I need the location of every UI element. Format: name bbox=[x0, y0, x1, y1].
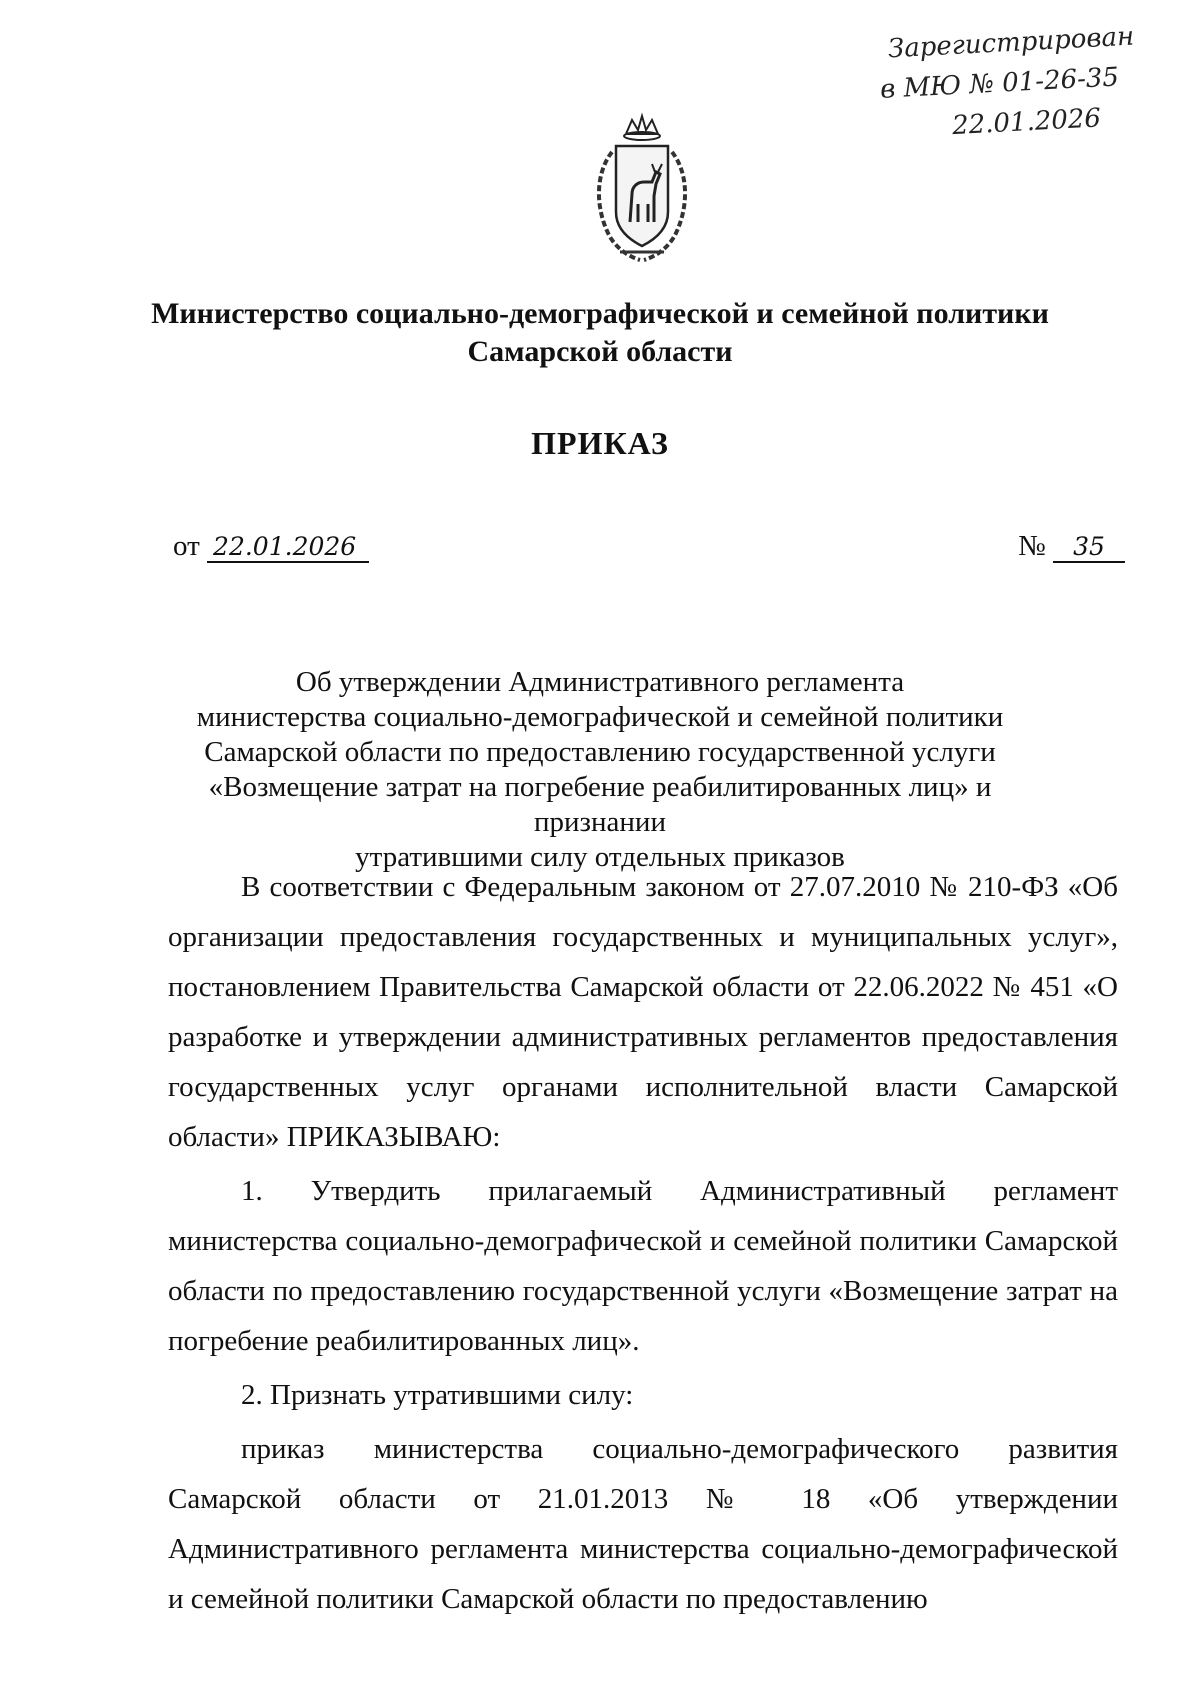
ministry-name-line: Самарской области bbox=[467, 335, 733, 368]
order-subject bbox=[140, 665, 1060, 875]
subject-line: Самарской области по предоставлению государственной услуги bbox=[204, 736, 996, 768]
date-value: 22.01.2026 bbox=[207, 532, 369, 563]
order-item-2: 2. Признать утратившими силу: bbox=[241, 1379, 634, 1411]
handwritten-note-line: 22.01.2026 bbox=[951, 103, 1102, 142]
number-value: 35 bbox=[1053, 532, 1125, 563]
ministry-name-line: Министерство социально-демографической и семейной политики bbox=[151, 297, 1049, 330]
subject-line: «Возмещение затрат на погребение реабилитированных лиц» и признании bbox=[208, 771, 992, 838]
coat-of-arms-icon bbox=[582, 112, 702, 262]
number-prefix: № bbox=[1018, 530, 1046, 562]
order-body bbox=[168, 862, 1118, 1624]
ministry-name bbox=[100, 295, 1100, 371]
handwritten-note-line: Зарегистрирован bbox=[887, 21, 1135, 65]
order-item-2-subitem: приказ министерства социально-демографического развития Самарской области от 21.01.2013 № 18 «Об утверждении Административного регламента министерства социально-демографической и семейной политики Самарской области по предоставлению bbox=[168, 1433, 1118, 1615]
subject-line: министерства социально-демографической и семейной политики bbox=[196, 701, 1004, 733]
subject-line: Об утверждении Административного регламента bbox=[295, 666, 905, 698]
order-number bbox=[1018, 530, 1125, 563]
handwritten-note-line: в МЮ № 01-26-35 bbox=[879, 62, 1120, 105]
preamble-paragraph: В соответствии с Федеральным законом от 27.07.2010 № 210-ФЗ «Об организации предоставления государственных и муниципальных услуг», постановлением Правительства Самарской области от 22.06.2022 № 451 «О разработке и утверждении административных регламентов предоставления государственных услуг органами исполнительной власти Самарской области» ПРИКАЗЫВАЮ: bbox=[168, 871, 1118, 1153]
date-prefix: от bbox=[173, 530, 200, 562]
order-date bbox=[173, 530, 369, 563]
subject-line: утратившими силу отдельных приказов bbox=[355, 841, 845, 873]
registration-handwritten-note bbox=[877, 14, 1183, 150]
document-type-title: ПРИКАЗ bbox=[531, 425, 669, 461]
order-item-1: 1. Утвердить прилагаемый Административный регламент министерства социально-демографической и семейной политики Самарской области по предоставлению государственной услуги «Возмещение затрат на погребение реабилитированных лиц». bbox=[168, 1175, 1118, 1357]
